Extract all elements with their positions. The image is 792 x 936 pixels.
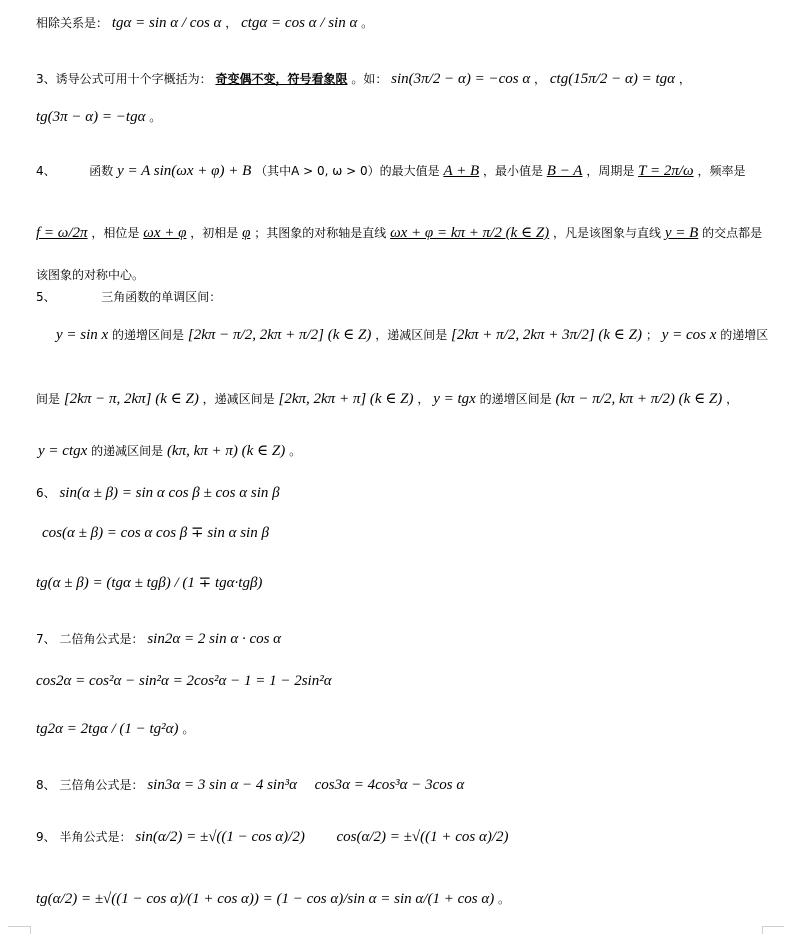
half-angle-line: 9、 半角公式是： sin(α/2) = ±√((1 − cos α)/2) cos(α/2) = ±√((1 + cos α)/2) xyxy=(36,829,509,845)
sinusoid-formula: y = A sin(ωx + φ) + B xyxy=(117,163,252,179)
tg-relation-formula: tgα = sin α / cos α xyxy=(111,15,222,31)
sin-increasing-interval: [2kπ − π/2, 2kπ + π/2] (k ∈ Z) xyxy=(187,327,372,343)
tg-sum-formula: tg(α ± β) = (tgα ± tgβ) / (1 ∓ tgα·tgβ) xyxy=(36,575,263,591)
tg-induction-line: tg(3π − α) = −tgα 。 xyxy=(36,109,162,125)
sin-decreasing-interval: [2kπ + π/2, 2kπ + 3π/2] (k ∈ Z) xyxy=(451,327,643,343)
min-value: B − A xyxy=(546,163,583,179)
sinusoid-function-line: 4、 函数 y = A sin(ωx + φ) + B （其中A > 0, ω > 0）的最大值是 A + B ，最小值是 B − A ，周期是 T = 2π/ω ，频率是 xyxy=(36,163,746,179)
sin-half-angle-formula: sin(α/2) = ±√((1 − cos α)/2) xyxy=(135,829,305,845)
ctg-interval-line: y = ctgx 的递减区间是 (kπ, kπ + π) (k ∈ Z) 。 xyxy=(38,443,302,459)
phase-value: ωx + φ xyxy=(143,225,187,241)
double-angle-tg-line: tg2α = 2tgα / (1 − tg²α) 。 xyxy=(36,721,195,737)
tg-increasing-interval: (kπ − π/2, kπ + π/2) (k ∈ Z) xyxy=(555,391,723,407)
double-angle-cos-line xyxy=(36,672,332,690)
frequency-value: f = ω/2π xyxy=(36,225,88,241)
sin-double-angle-formula: sin2α = 2 sin α · cos α xyxy=(147,631,282,647)
cos-sum-formula: cos(α ± β) = cos α cos β ∓ sin α sin β xyxy=(42,525,269,541)
cos-increasing-interval: [2kπ − π, 2kπ] (k ∈ Z) xyxy=(63,391,199,407)
initial-phase-value: φ xyxy=(242,225,251,241)
half-angle-tg-line: tg(α/2) = ±√((1 − cos α)/(1 + cos α)) = (1 − cos α)/sin α = sin α/(1 + cos α) 。 xyxy=(36,891,511,907)
sum-cos-line xyxy=(42,524,269,542)
cos-double-angle-formula: cos2α = cos²α − sin²α = 2cos²α − 1 = 1 − 2sin²α xyxy=(36,673,332,689)
ctg-decreasing-interval: (kπ, kπ + π) (k ∈ Z) xyxy=(166,443,286,459)
label: 相除关系是： xyxy=(36,16,109,30)
cos-triple-angle-formula: cos3α = 4cos³α − 3cos α xyxy=(314,777,465,793)
sin-triple-angle-formula: sin3α = 3 sin α − 4 sin³α xyxy=(147,777,297,793)
period-value: T = 2π/ω xyxy=(638,163,694,179)
symmetry-center-line: 该图象的对称中心。 xyxy=(36,268,145,282)
tg-induction-example: tg(3π − α) = −tgα xyxy=(36,109,146,125)
double-angle-sin-line: 7、 二倍角公式是： sin2α = 2 sin α · cos α xyxy=(36,631,282,647)
horizontal-line: y = B xyxy=(664,225,699,241)
monotonic-intervals-heading: 5、 三角函数的单调区间： xyxy=(36,290,222,304)
triple-angle-line: 8、 三倍角公式是： sin3α = 3 sin α − 4 sin³α cos3α = 4cos³α − 3cos α xyxy=(36,777,465,793)
ctg-induction-example: ctg(15π/2 − α) = tgα xyxy=(549,71,676,87)
induction-rule: 奇变偶不变，符号看象限 xyxy=(215,72,348,86)
induction-formula-line: 3、诱导公式可用十个字概括为： 奇变偶不变，符号看象限 。如： sin(3π/2 − α) = −cos α ， ctg(15π/2 − α) = tgα ， xyxy=(36,71,691,87)
symmetry-axis: ωx + φ = kπ + π/2 (k ∈ Z) xyxy=(390,225,550,241)
sin-cos-intervals-line: y = sin x 的递增区间是 [2kπ − π/2, 2kπ + π/2] (k ∈ Z) ，递减区间是 [2kπ + π/2, 2kπ + 3π/2] (k ∈ Z) ； y = cos x 的递增区 xyxy=(56,327,769,343)
page-corner-mark-right-vertical xyxy=(762,926,763,934)
tg-half-angle-formula: tg(α/2) = ±√((1 − cos α)/(1 + cos α)) = (1 − cos α)/sin α = sin α/(1 + cos α) xyxy=(36,891,495,907)
page-corner-mark-left-vertical xyxy=(30,926,31,934)
page-corner-mark-right xyxy=(762,926,784,927)
max-value: A + B xyxy=(443,163,480,179)
sin-induction-example: sin(3π/2 − α) = −cos α xyxy=(391,71,531,87)
page-corner-mark-left xyxy=(8,926,30,927)
sum-tg-line xyxy=(36,574,262,592)
cos-decreasing-interval: [2kπ, 2kπ + π] (k ∈ Z) xyxy=(278,391,414,407)
division-relation-line: 相除关系是： tgα = sin α / cos α ， ctgα = cos α / sin α 。 xyxy=(36,15,374,31)
cos-tg-intervals-line: 间是 [2kπ − π, 2kπ] (k ∈ Z) ，递减区间是 [2kπ, 2kπ + π] (k ∈ Z) ， y = tgx 的递增区间是 (kπ − π/2, kπ + π/2) (k ∈ Z) ， xyxy=(36,391,739,407)
tg-double-angle-formula: tg2α = 2tgα / (1 − tg²α) xyxy=(36,721,179,737)
sum-sin-line: 6、 sin(α ± β) = sin α cos β ± cos α sin β xyxy=(36,485,280,501)
ctg-relation-formula: ctgα = cos α / sin α xyxy=(241,15,358,31)
sin-sum-formula: sin(α ± β) = sin α cos β ± cos α sin β xyxy=(59,485,280,501)
phase-axis-line: f = ω/2π ，相位是 ωx + φ ，初相是 φ ；其图象的对称轴是直线 ωx + φ = kπ + π/2 (k ∈ Z) ，凡是该图象与直线 y = B 的交点都是 xyxy=(36,225,763,241)
cos-half-angle-formula: cos(α/2) = ±√((1 + cos α)/2) xyxy=(336,829,509,845)
